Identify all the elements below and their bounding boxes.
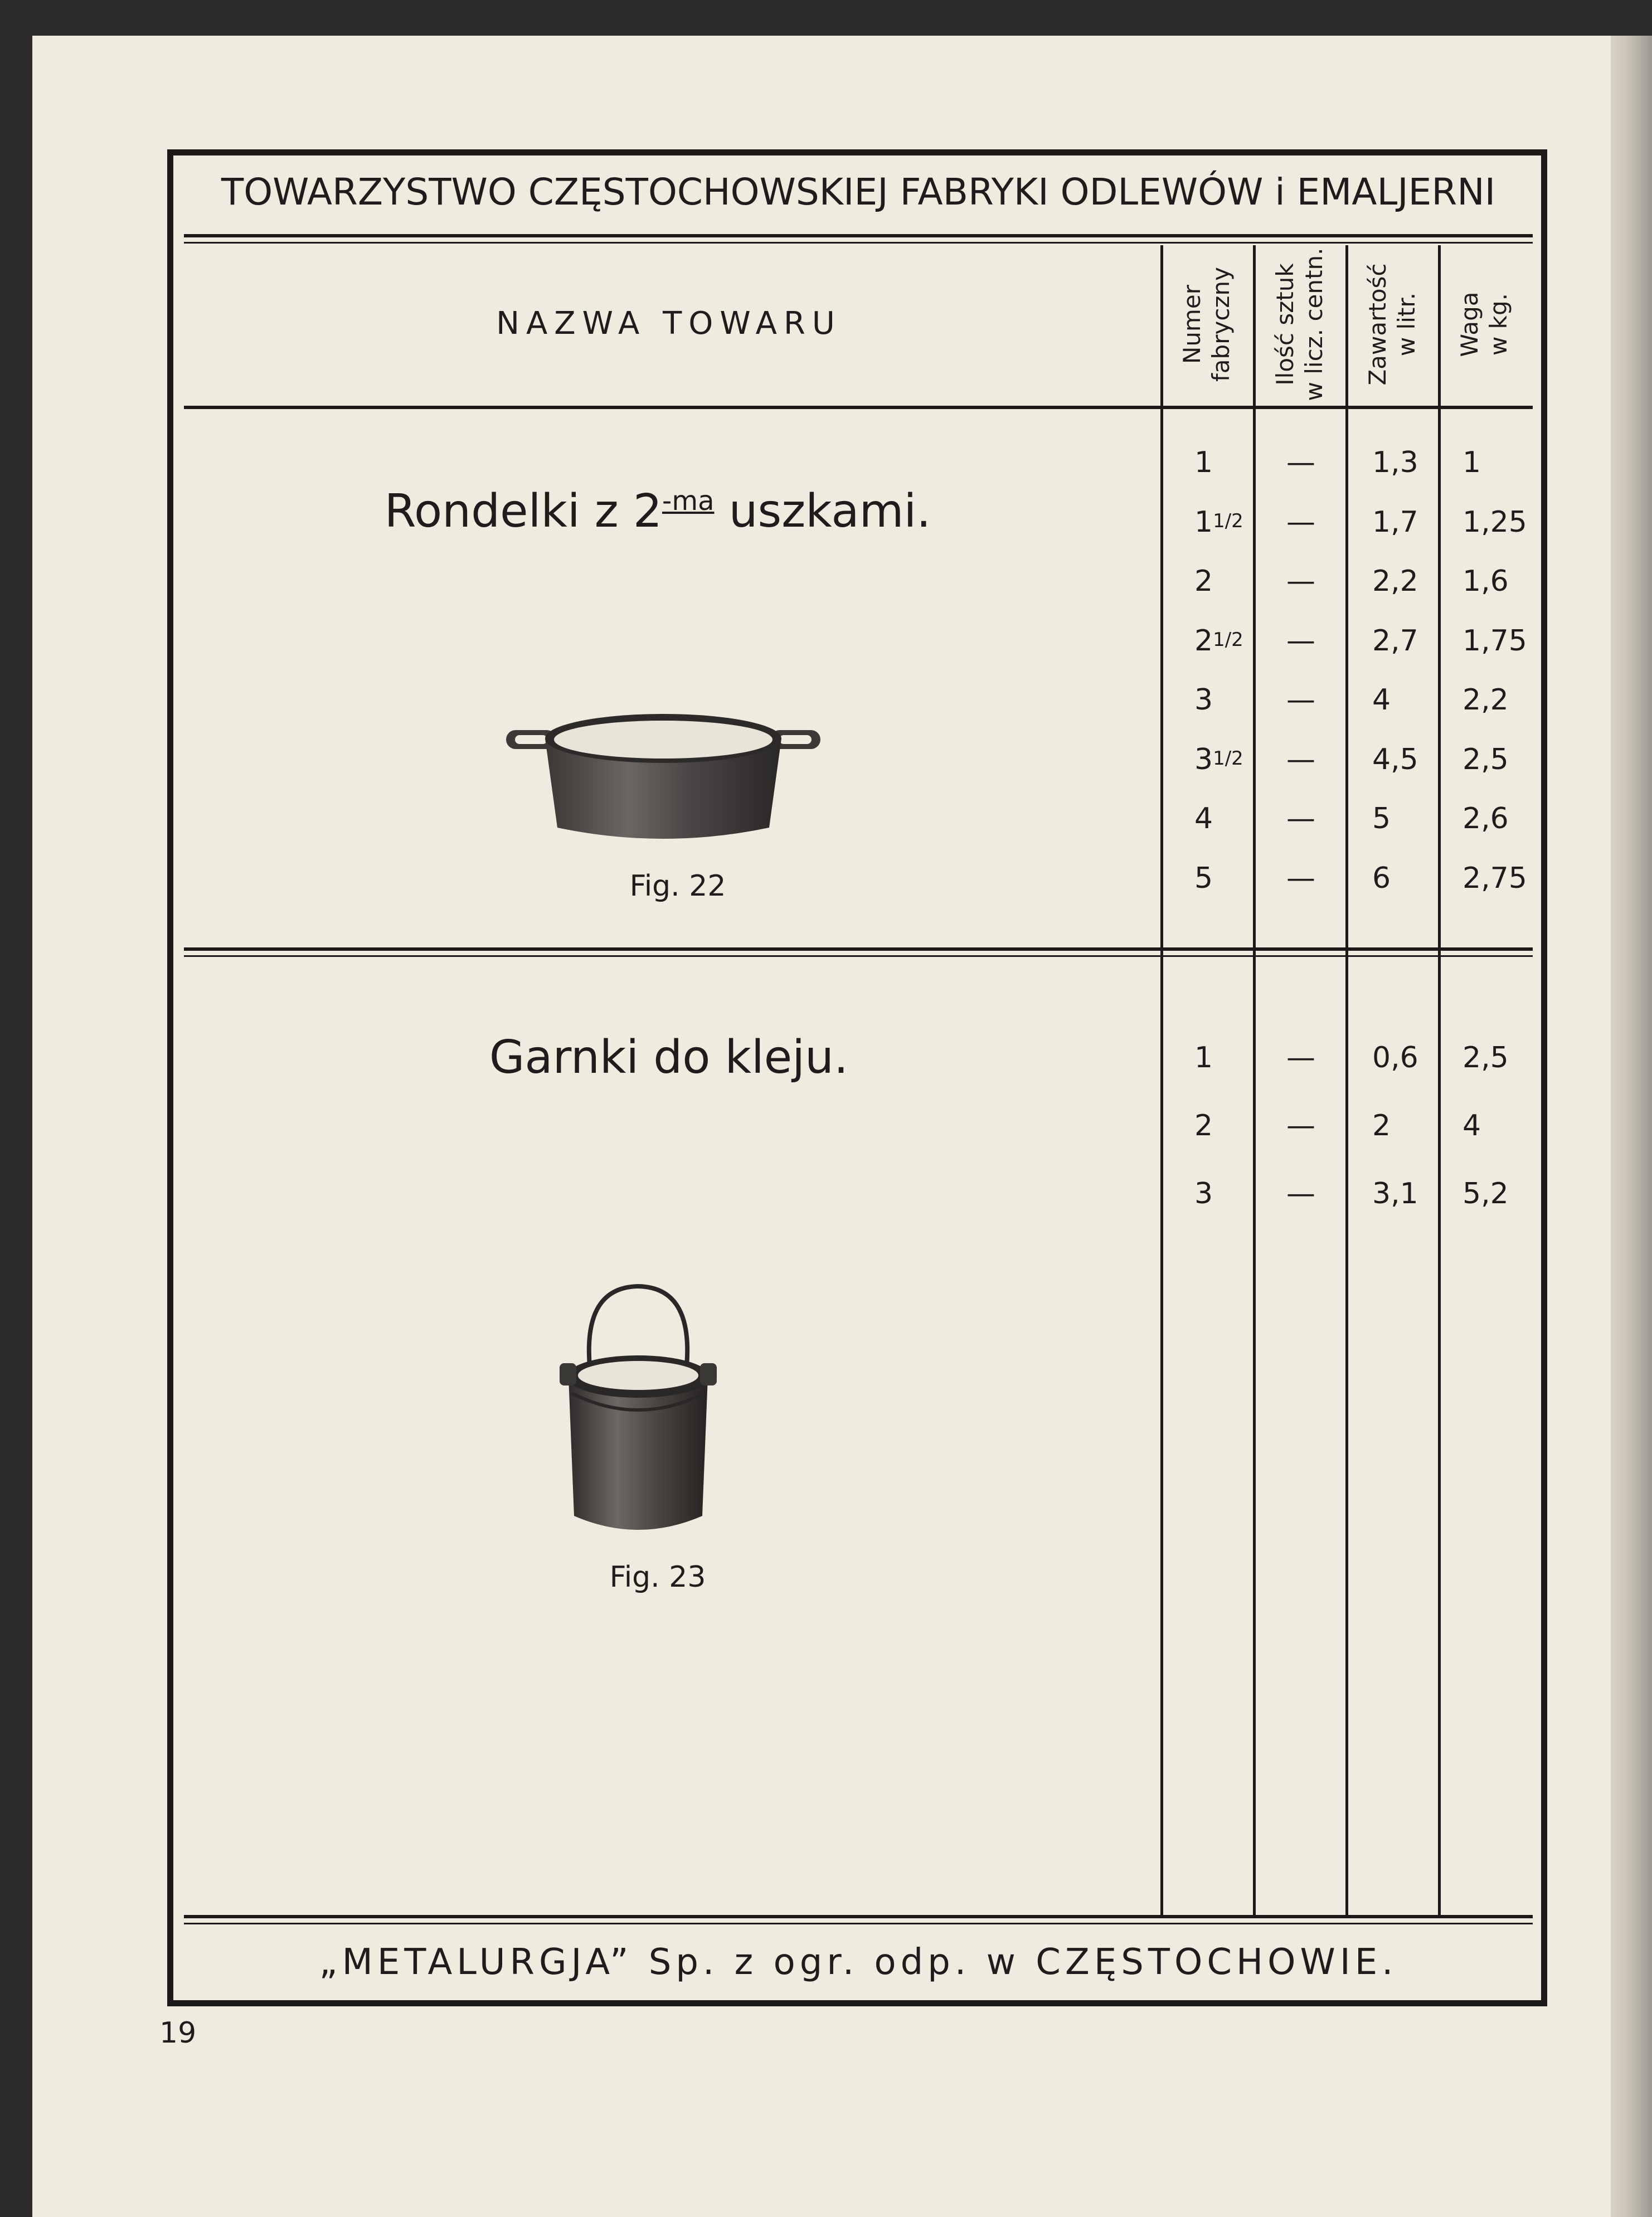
numer-whole: 3 <box>1194 1177 1213 1210</box>
cell-zawartosc: 5 <box>1372 802 1391 835</box>
cell-waga: 4 <box>1462 1109 1481 1142</box>
waga-label-1: Waga <box>1456 291 1483 357</box>
saucepan-icon <box>502 705 825 855</box>
numer-whole: 2 <box>1194 624 1213 658</box>
cell-zawartosc: 3,1 <box>1372 1177 1418 1210</box>
cell-numer <box>1194 862 1213 895</box>
cell-zawartosc: 2,7 <box>1372 624 1418 658</box>
page-edge <box>1611 36 1652 2217</box>
ilosc-label-1: Ilość sztuk <box>1271 263 1299 386</box>
cell-ilosc: — <box>1286 1177 1315 1210</box>
title-end: uszkami. <box>714 485 931 538</box>
numer-whole: 3 <box>1194 742 1213 776</box>
cell-ilosc: — <box>1286 624 1315 658</box>
cell-waga: 2,5 <box>1462 742 1509 776</box>
column-header-zawartosc <box>1362 241 1423 408</box>
numer-fraction: 1/2 <box>1213 628 1243 651</box>
cell-ilosc: — <box>1286 565 1315 598</box>
column-header-numer <box>1176 241 1237 408</box>
cell-waga: 1,25 <box>1462 505 1527 539</box>
numer-whole: 4 <box>1194 802 1213 835</box>
company-title: TOWARZYSTWO CZĘSTOCHOWSKIEJ FABRYKI ODLEWÓW i EMALJERNI <box>221 171 1496 213</box>
cell-waga: 5,2 <box>1462 1177 1509 1210</box>
saucepan-right-handle-hole <box>779 735 812 744</box>
cell-ilosc: — <box>1286 446 1315 479</box>
cell-ilosc: — <box>1286 1109 1315 1142</box>
title-main: Rondelki z 2 <box>384 485 662 538</box>
column-line-3 <box>1345 245 1348 1917</box>
cell-waga: 2,5 <box>1462 1041 1509 1075</box>
cell-waga: 2,2 <box>1462 683 1509 717</box>
cell-zawartosc: 0,6 <box>1372 1041 1418 1075</box>
cell-numer <box>1194 802 1213 835</box>
zawartosc-label-1: Zawartość <box>1364 263 1391 386</box>
cell-ilosc: — <box>1286 742 1315 776</box>
numer-label-1: Numer <box>1178 284 1206 364</box>
cell-ilosc: — <box>1286 1041 1315 1075</box>
title-sup: -ma <box>662 485 715 517</box>
cell-zawartosc: 6 <box>1372 861 1391 895</box>
cell-waga: 2,75 <box>1462 861 1527 895</box>
column-line-1 <box>1160 245 1163 1917</box>
numer-whole: 2 <box>1194 565 1213 598</box>
column-line-4 <box>1438 245 1441 1917</box>
column-line-2 <box>1253 245 1256 1917</box>
cell-ilosc: — <box>1286 861 1315 895</box>
column-header-name: NAZWA TOWARU <box>496 305 842 342</box>
numer-whole: 1 <box>1194 1041 1213 1075</box>
numer-label-2: fabryczny <box>1207 267 1235 382</box>
zawartosc-label-2: w litr. <box>1393 292 1420 357</box>
page-number: 19 <box>159 2016 197 2050</box>
cell-numer <box>1194 565 1213 598</box>
numer-whole: 5 <box>1194 861 1213 895</box>
cell-ilosc: — <box>1286 505 1315 539</box>
title-main: Garnki do kleju. <box>489 1031 849 1084</box>
cell-zawartosc: 1,7 <box>1372 505 1418 539</box>
product-title-rondelki <box>379 485 936 538</box>
cell-zawartosc: 2,2 <box>1372 565 1418 598</box>
figure-caption-22: Fig. 22 <box>629 869 726 903</box>
cell-numer <box>1194 1041 1213 1075</box>
header-divider-thin <box>184 242 1533 244</box>
header-divider <box>184 234 1533 237</box>
glue-pot-ear-left <box>560 1363 576 1385</box>
cell-zawartosc: 4,5 <box>1372 742 1418 776</box>
glue-pot-ear-right <box>700 1363 717 1385</box>
section-divider-thin <box>184 955 1533 957</box>
footer-company: „METALURGJA” Sp. z ogr. odp. w CZĘSTOCHOWIE. <box>319 1942 1398 1983</box>
ilosc-label-2: w licz. centn. <box>1300 247 1328 401</box>
numer-fraction: 1/2 <box>1213 509 1243 532</box>
cell-numer <box>1194 683 1213 717</box>
column-header-ilosc <box>1269 241 1330 408</box>
saucepan-interior <box>554 721 772 759</box>
cell-numer <box>1194 505 1243 539</box>
cell-numer <box>1194 446 1213 479</box>
saucepan-left-handle-hole <box>515 735 547 744</box>
section-divider <box>184 947 1533 951</box>
numer-whole: 1 <box>1194 505 1213 539</box>
numer-whole: 3 <box>1194 683 1213 717</box>
column-header-divider <box>184 406 1533 409</box>
cell-waga: 1,75 <box>1462 624 1527 658</box>
cell-numer <box>1194 624 1243 658</box>
numer-whole: 1 <box>1194 446 1213 479</box>
numer-whole: 2 <box>1194 1109 1213 1142</box>
cell-zawartosc: 2 <box>1372 1109 1391 1142</box>
column-header-waga <box>1454 241 1515 408</box>
waga-label-2: w kg. <box>1485 293 1512 356</box>
footer-divider <box>184 1915 1533 1918</box>
numer-fraction: 1/2 <box>1213 747 1243 770</box>
cell-numer <box>1194 1177 1213 1210</box>
cell-ilosc: — <box>1286 683 1315 717</box>
cell-waga: 1,6 <box>1462 565 1509 598</box>
footer-divider-thin <box>184 1923 1533 1924</box>
cell-zawartosc: 4 <box>1372 683 1391 717</box>
cell-numer <box>1194 1109 1213 1142</box>
cell-zawartosc: 1,3 <box>1372 446 1418 479</box>
glue-pot-icon <box>552 1282 725 1538</box>
cell-waga: 1 <box>1462 446 1481 479</box>
glue-pot-interior <box>578 1361 698 1390</box>
product-title-garnki <box>390 1031 948 1084</box>
cell-waga: 2,6 <box>1462 802 1509 835</box>
figure-caption-23: Fig. 23 <box>609 1560 706 1594</box>
cell-numer <box>1194 743 1243 776</box>
cell-ilosc: — <box>1286 802 1315 835</box>
